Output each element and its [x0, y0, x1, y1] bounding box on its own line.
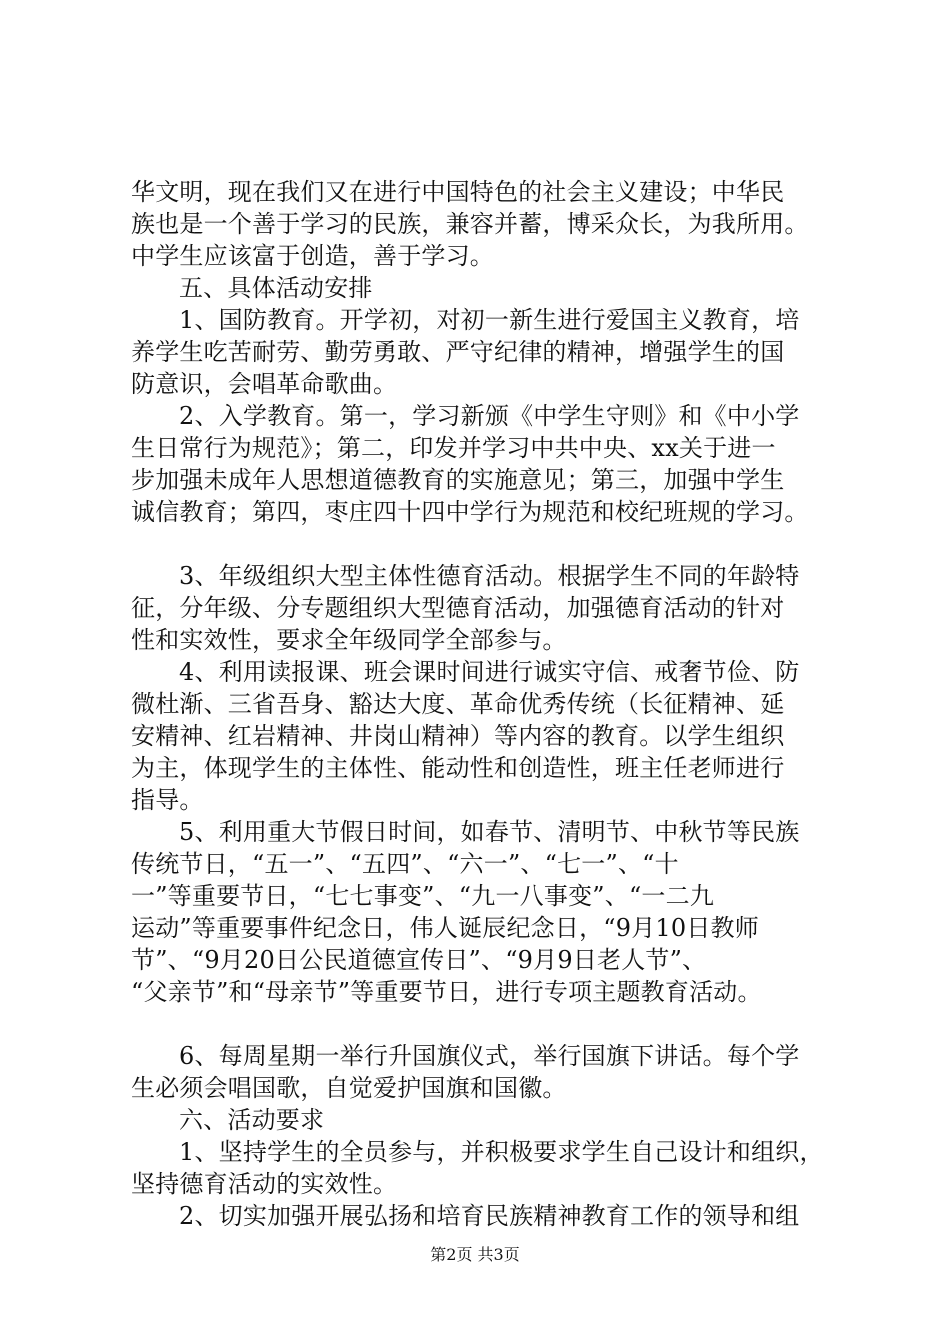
text-line: 3、年级组织大型主体性德育活动。根据学生不同的年龄特: [179, 562, 800, 590]
text-line: 4、利用读报课、班会课时间进行诚实守信、戒奢节俭、防: [179, 658, 800, 686]
text-line: 微杜渐、三省吾身、豁达大度、革命优秀传统（长征精神、延: [131, 690, 785, 718]
text-line: 中学生应该富于创造，善于学习。: [131, 242, 494, 270]
text-line: 安精神、红岩精神、井岗山精神）等内容的教育。以学生组织: [131, 722, 785, 750]
text-line: 养学生吃苦耐劳、勤劳勇敢、严守纪律的精神，增强学生的国: [131, 338, 785, 366]
page-footer: 第2页 共3页: [430, 1245, 520, 1264]
blank-line: [131, 1008, 846, 1040]
text-line: 节”、“9月20日公民道德宣传日”、“9月9日老人节”、: [131, 946, 707, 974]
text-line: 1、坚持学生的全员参与，并积极要求学生自己设计和组织，: [179, 1138, 824, 1166]
text-line: “父亲节”和“母亲节”等重要节日，进行专项主题教育活动。: [131, 978, 762, 1006]
text-line: 为主，体现学生的主体性、能动性和创造性，班主任老师进行: [131, 754, 785, 782]
text-line: 运动”等重要事件纪念日，伟人诞辰纪念日，“9月10日教师: [131, 914, 759, 942]
text-line: 坚持德育活动的实效性。: [131, 1170, 398, 1198]
text-line: 族也是一个善于学习的民族，兼容并蓄，博采众长，为我所用。: [131, 210, 809, 238]
blank-line: [131, 528, 846, 560]
text-line: 1、国防教育。开学初，对初一新生进行爱国主义教育，培: [179, 306, 800, 334]
text-line: 性和实效性，要求全年级同学全部参与。: [131, 626, 567, 654]
text-line: 防意识，会唱革命歌曲。: [131, 370, 398, 398]
document-body: [131, 176, 846, 1232]
text-line: 华文明，现在我们又在进行中国特色的社会主义建设；中华民: [131, 178, 785, 206]
text-line: 生日常行为规范》；第二，印发并学习中共中央、xx关于进一: [131, 434, 776, 462]
text-line: 传统节日，“五一”、“五四”、“六一”、“七一”、“十: [131, 850, 679, 878]
text-line: 2、入学教育。第一，学习新颁《中学生守则》和《中小学: [179, 402, 800, 430]
text-line: 生必须会唱国歌，自觉爱护国旗和国徽。: [131, 1074, 567, 1102]
text-line: 指导。: [131, 786, 204, 814]
text-line: 一”等重要节日，“七七事变”、“九一八事变”、“一二九: [131, 882, 715, 910]
text-line: 6、每周星期一举行升国旗仪式，举行国旗下讲话。每个学: [179, 1042, 800, 1070]
text-line: 5、利用重大节假日时间，如春节、清明节、中秋节等民族: [179, 818, 800, 846]
section-heading: 六、活动要求: [179, 1106, 325, 1134]
text-line: 征，分年级、分专题组织大型德育活动，加强德育活动的针对: [131, 594, 785, 622]
text-line: 2、切实加强开展弘扬和培育民族精神教育工作的领导和组: [179, 1202, 800, 1230]
section-heading: 五、具体活动安排: [179, 274, 373, 302]
text-line: 步加强未成年人思想道德教育的实施意见；第三，加强中学生: [131, 466, 785, 494]
text-line: 诚信教育；第四，枣庄四十四中学行为规范和校纪班规的学习。: [131, 498, 809, 526]
